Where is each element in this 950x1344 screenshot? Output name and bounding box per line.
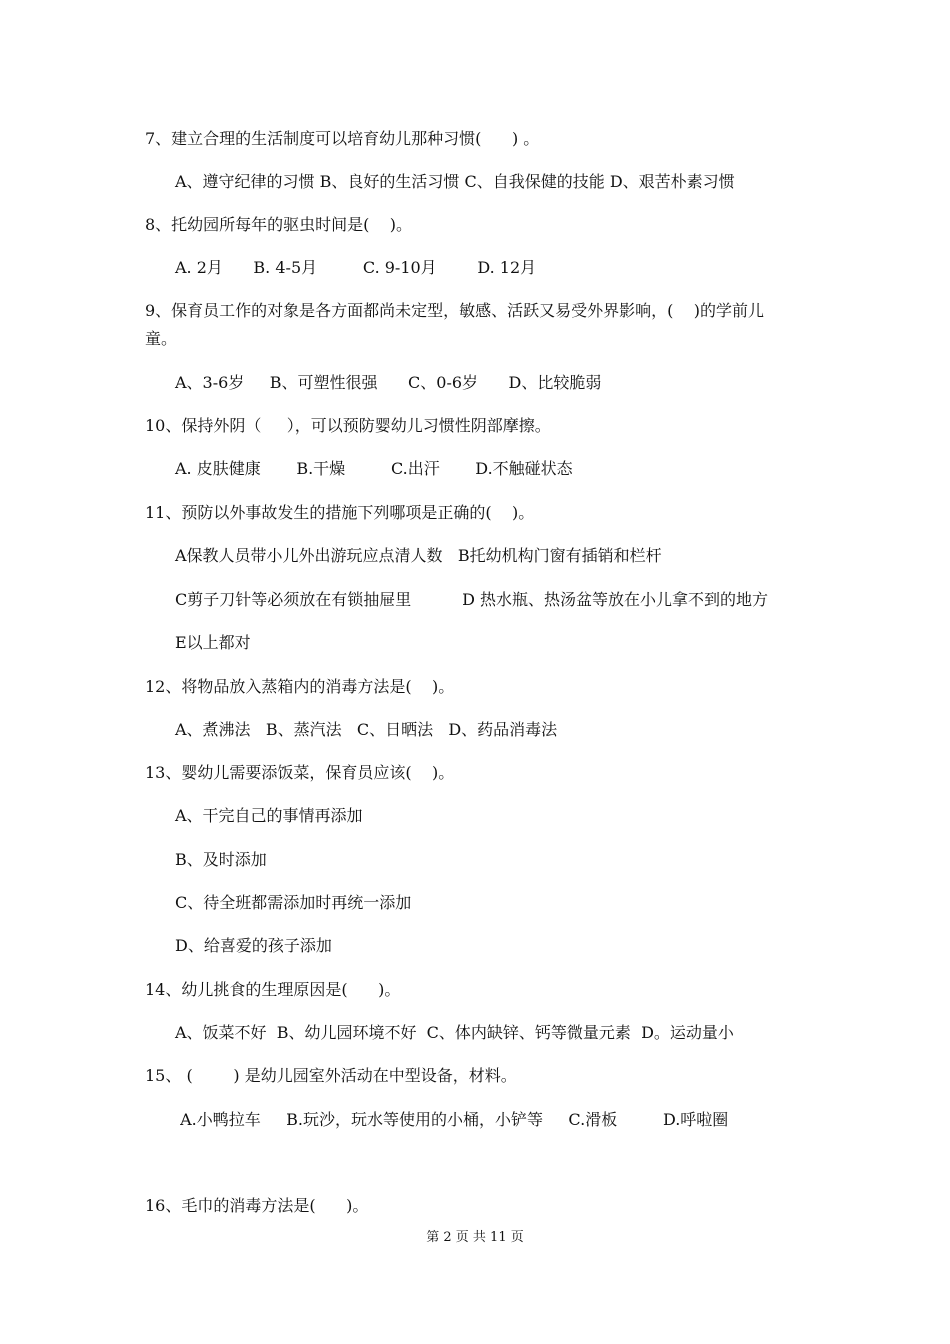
question-7-options: A、遵守纪律的习惯 B、良好的生活习惯 C、自我保健的技能 D、艰苦朴素习惯 xyxy=(175,172,735,191)
question-9-stem-line2: 童。 xyxy=(145,329,178,348)
question-13-stem: 13、婴幼儿需要添饭菜，保育员应该( )。 xyxy=(145,763,455,782)
question-13-option-c: C、待全班都需添加时再统一添加 xyxy=(175,893,412,912)
question-8-stem: 8、托幼园所每年的驱虫时间是( )。 xyxy=(145,215,413,234)
page-number-footer: 第 2 页 共 11 页 xyxy=(426,1230,524,1245)
question-12-options: A、煮沸法 B、蒸汽法 C、日晒法 D、药品消毒法 xyxy=(175,720,558,739)
question-11-options-line2: C剪子刀针等必须放在有锁抽屉里 D 热水瓶、热汤盆等放在小儿拿不到的地方 xyxy=(175,590,769,609)
question-14-options: A、饭菜不好 B、幼儿园环境不好 C、体内缺锌、钙等微量元素 D。运动量小 xyxy=(175,1023,734,1042)
question-8-options: A. 2月 B. 4-5月 C. 9-10月 D. 12月 xyxy=(175,258,537,277)
question-13-option-d: D、给喜爱的孩子添加 xyxy=(175,936,332,955)
question-7-stem: 7、建立合理的生活制度可以培育幼儿那种习惯( ) 。 xyxy=(145,129,540,148)
question-12-stem: 12、将物品放入蒸箱内的消毒方法是( )。 xyxy=(145,677,455,696)
question-16-stem: 16、毛巾的消毒方法是( )。 xyxy=(145,1196,369,1215)
question-14-stem: 14、幼儿挑食的生理原因是( )。 xyxy=(145,980,401,999)
question-9-stem-line1: 9、保育员工作的对象是各方面都尚未定型，敏感、活跃又易受外界影响，( )的学前儿 xyxy=(145,301,765,320)
question-10-stem: 10、保持外阴（ ），可以预防婴幼儿习惯性阴部摩擦。 xyxy=(145,416,551,435)
question-13-option-b: B、及时添加 xyxy=(175,850,267,869)
question-11-options-line1: A保教人员带小儿外出游玩应点清人数 B托幼机构门窗有插销和栏杆 xyxy=(175,546,662,565)
question-11-options-line3: E以上都对 xyxy=(175,633,251,652)
question-10-options: A. 皮肤健康 B.干燥 C.出汗 D.不触碰状态 xyxy=(175,459,573,478)
question-15-stem: 15、 ( ) 是幼儿园室外活动在中型设备，材料。 xyxy=(145,1066,517,1085)
question-9-options: A、3-6岁 B、可塑性很强 C、0-6岁 D、比较脆弱 xyxy=(175,373,602,392)
question-13-option-a: A、干完自己的事情再添加 xyxy=(175,806,363,825)
question-15-options: A.小鸭拉车 B.玩沙，玩水等使用的小桶，小铲等 C.滑板 D.呼啦圈 xyxy=(175,1110,729,1129)
question-11-stem: 11、预防以外事故发生的措施下列哪项是正确的( )。 xyxy=(145,503,535,522)
